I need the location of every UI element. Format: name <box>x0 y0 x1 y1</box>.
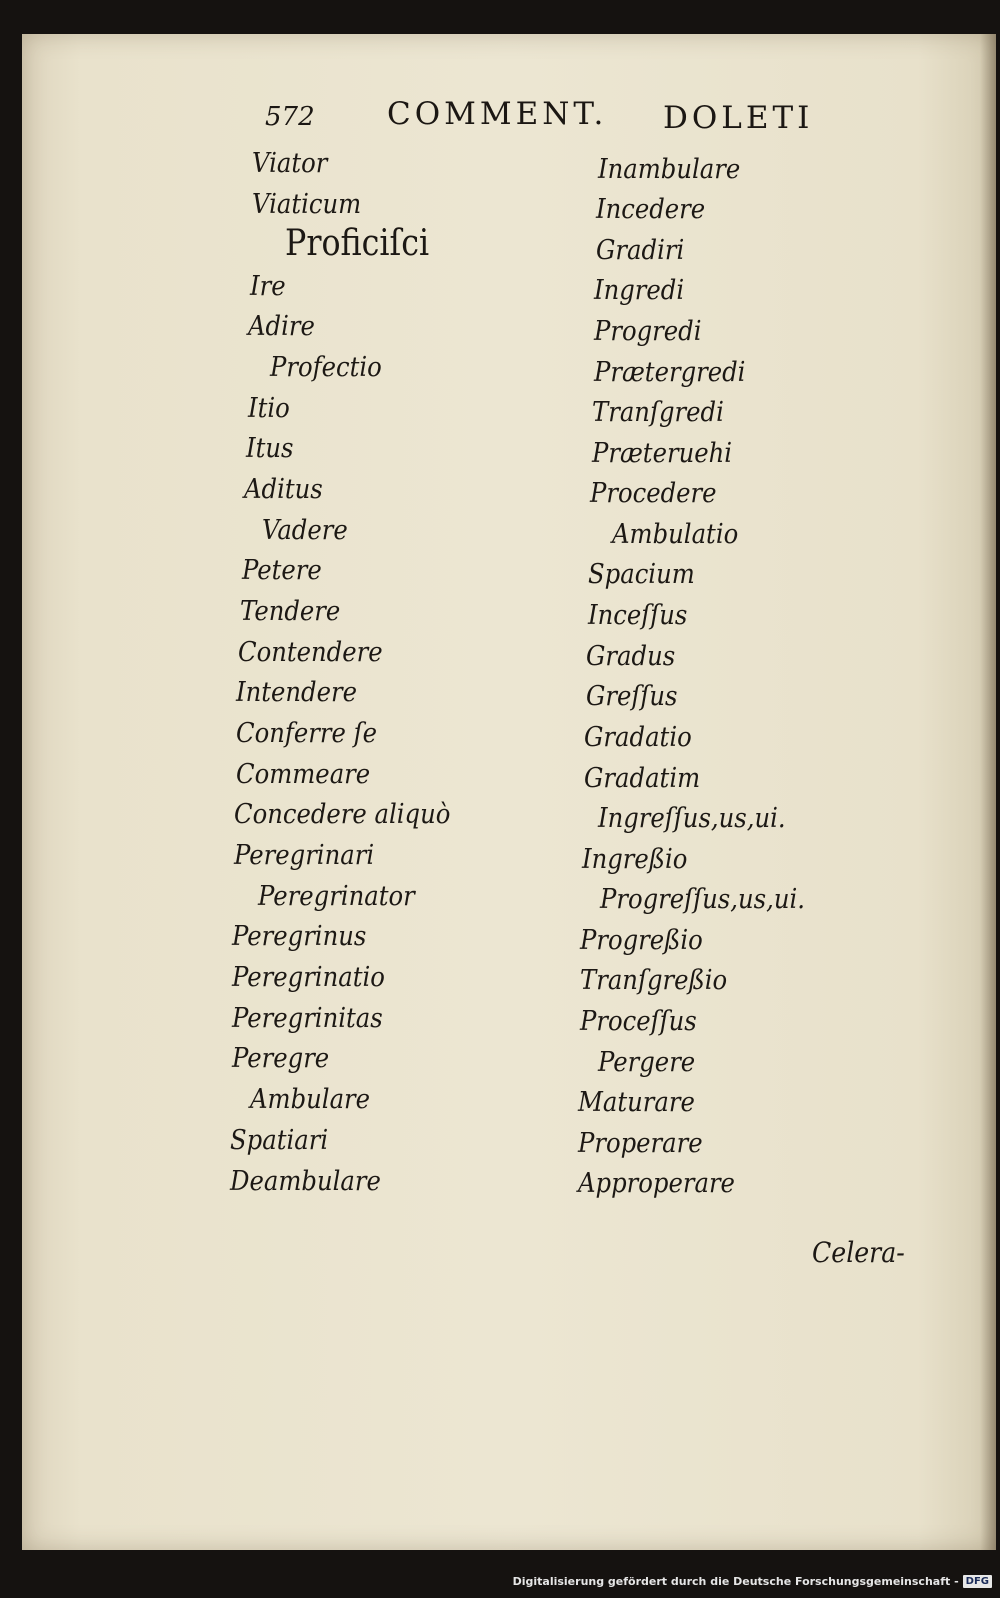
left-column-entry: Profectio <box>270 352 382 383</box>
right-column-entry: Gradatio <box>584 722 692 753</box>
right-column-entry: Gradiri <box>596 235 685 266</box>
left-column-entry: Viator <box>252 148 328 179</box>
left-column-entry: Spatiari <box>230 1125 329 1156</box>
running-title-comment: COMMENT. <box>387 96 608 132</box>
left-column-entry: Proficiſci <box>285 223 430 264</box>
left-column-entry: Aditus <box>244 474 323 505</box>
left-column-entry: Viaticum <box>252 189 362 220</box>
right-column-entry: Ingredi <box>594 275 685 306</box>
left-column-entry: Itus <box>246 433 294 464</box>
left-column-entry: Commeare <box>236 759 371 790</box>
right-column-entry: Spacium <box>588 559 695 590</box>
right-column-entry: Tranſgredi <box>592 397 724 428</box>
right-column-entry: Ambulatio <box>612 519 739 550</box>
left-column-entry: Adire <box>248 311 315 342</box>
right-column-entry: Proceſſus <box>580 1006 697 1037</box>
right-column-entry: Gradatim <box>584 763 701 794</box>
right-column-entry: Præteruehi <box>592 438 733 469</box>
left-column-entry: Deambulare <box>230 1166 381 1197</box>
right-column-entry: Properare <box>578 1128 703 1159</box>
right-column-entry: Procedere <box>590 478 717 509</box>
right-column-entry: Ingreſſus,us,ui. <box>598 803 786 834</box>
right-column-entry: Pergere <box>598 1047 696 1078</box>
left-column-entry: Peregrinus <box>232 921 367 952</box>
left-column-entry: Ire <box>250 271 286 302</box>
left-column-entry: Concedere aliquò <box>234 799 451 830</box>
right-column-entry: Progreßio <box>580 925 703 956</box>
right-column-entry: Approperare <box>578 1168 735 1199</box>
right-column-entry: Gradus <box>586 641 676 672</box>
left-column-entry: Peregrinator <box>258 881 415 912</box>
catchword: Celera- <box>812 1236 905 1269</box>
right-column-entry: Tranſgreßio <box>580 965 728 996</box>
left-column-entry: Itio <box>248 393 290 424</box>
right-column-entry: Prætergredi <box>594 357 746 388</box>
right-column-entry: Progreſſus,us,ui. <box>600 884 805 915</box>
left-column-entry: Petere <box>242 555 322 586</box>
right-column-entry: Progredi <box>594 316 702 347</box>
left-column-entry: Contendere <box>238 637 383 668</box>
left-column-entry: Conferre ſe <box>236 718 377 749</box>
left-column-entry: Peregrinitas <box>232 1003 383 1034</box>
dfg-logo: DFG <box>963 1575 992 1588</box>
running-header <box>265 96 845 136</box>
digitization-credit <box>513 1570 992 1592</box>
left-column-entry: Intendere <box>236 677 357 708</box>
left-column-entry: Peregrinatio <box>232 962 385 993</box>
left-column-entry: Tendere <box>240 596 341 627</box>
right-column-entry: Ingreßio <box>582 844 688 875</box>
right-column-entry: Greſſus <box>586 681 678 712</box>
credit-text: Digitalisierung gefördert durch die Deutsche Forschungsgemeinschaft - <box>512 1574 959 1588</box>
right-column-entry: Inceſſus <box>588 600 688 631</box>
right-column-entry: Maturare <box>578 1087 695 1118</box>
right-column-entry: Incedere <box>596 194 706 225</box>
left-column-entry: Peregrinari <box>234 840 375 871</box>
page-number: 572 <box>265 102 315 132</box>
left-column-entry: Vadere <box>262 515 348 546</box>
page-edge-shadow <box>980 34 996 1550</box>
book-page <box>22 34 996 1550</box>
running-title-doleti: DOLETI <box>663 100 814 136</box>
left-column-entry: Peregre <box>232 1043 330 1074</box>
left-column-entry: Ambulare <box>250 1084 371 1115</box>
right-column-entry: Inambulare <box>598 154 741 185</box>
